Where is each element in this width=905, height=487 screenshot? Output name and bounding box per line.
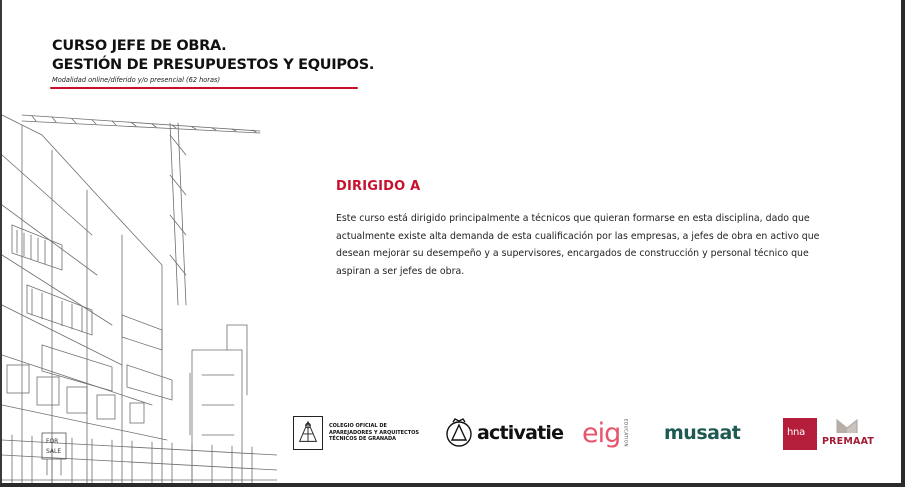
- coaat-granada-logo: [293, 412, 439, 454]
- for-sale-sign-text-2: SALE: [46, 448, 62, 455]
- title-underline: [50, 87, 358, 89]
- hna-logo: [783, 418, 817, 450]
- eig-side-text: EDUCATION: [623, 418, 629, 448]
- premaat-emblem-icon: [836, 416, 858, 434]
- section-heading: DIRIGIDO A: [336, 179, 421, 194]
- course-page: [2, 0, 901, 483]
- construction-sketch-illustration: [2, 95, 277, 483]
- activatie-logo: [444, 412, 576, 454]
- coaat-emblem-icon: [293, 416, 323, 450]
- eig-logo: [582, 412, 646, 454]
- musaat-wordmark: musaat: [664, 422, 741, 444]
- hna-wordmark: hna: [787, 427, 805, 438]
- activatie-wordmark: activatie: [477, 422, 564, 444]
- musaat-logo: [664, 412, 764, 454]
- coaat-line-2: APAREJADORES Y ARQUITECTOS: [329, 429, 419, 436]
- coaat-line-1: COLEGIO OFICIAL DE: [329, 423, 387, 430]
- activatie-emblem-icon: [444, 416, 474, 450]
- section-body: Este curso está dirigido principalmente a técnicos que quieran formarse en esta disciplina, dado que actualmente existe alta demanda de esta cualificación por las empresas, a jefes de obra en activo que desean mejorar su desempeño y a supervisores, encargados de construcción y personal técnico que aspiran a ser jefes de obra.: [336, 213, 820, 277]
- viewer-frame-right: [901, 0, 905, 487]
- for-sale-sign-text-1: FOR: [46, 438, 59, 445]
- premaat-logo: [822, 412, 878, 454]
- premaat-wordmark: PREMAAT: [822, 436, 875, 447]
- course-modality: Modalidad online/diferido y/o presencial (62 horas): [52, 76, 221, 84]
- viewer-frame-bottom: [0, 483, 905, 487]
- course-title-line-1: CURSO JEFE DE OBRA.: [52, 38, 227, 54]
- coaat-line-3: TÉCNICOS DE GRANADA: [329, 436, 397, 443]
- eig-wordmark: eig: [582, 417, 621, 449]
- coaat-text: [329, 423, 419, 443]
- course-title-line-2: GESTIÓN DE PRESUPUESTOS Y EQUIPOS.: [52, 57, 375, 73]
- title-block: [52, 37, 374, 84]
